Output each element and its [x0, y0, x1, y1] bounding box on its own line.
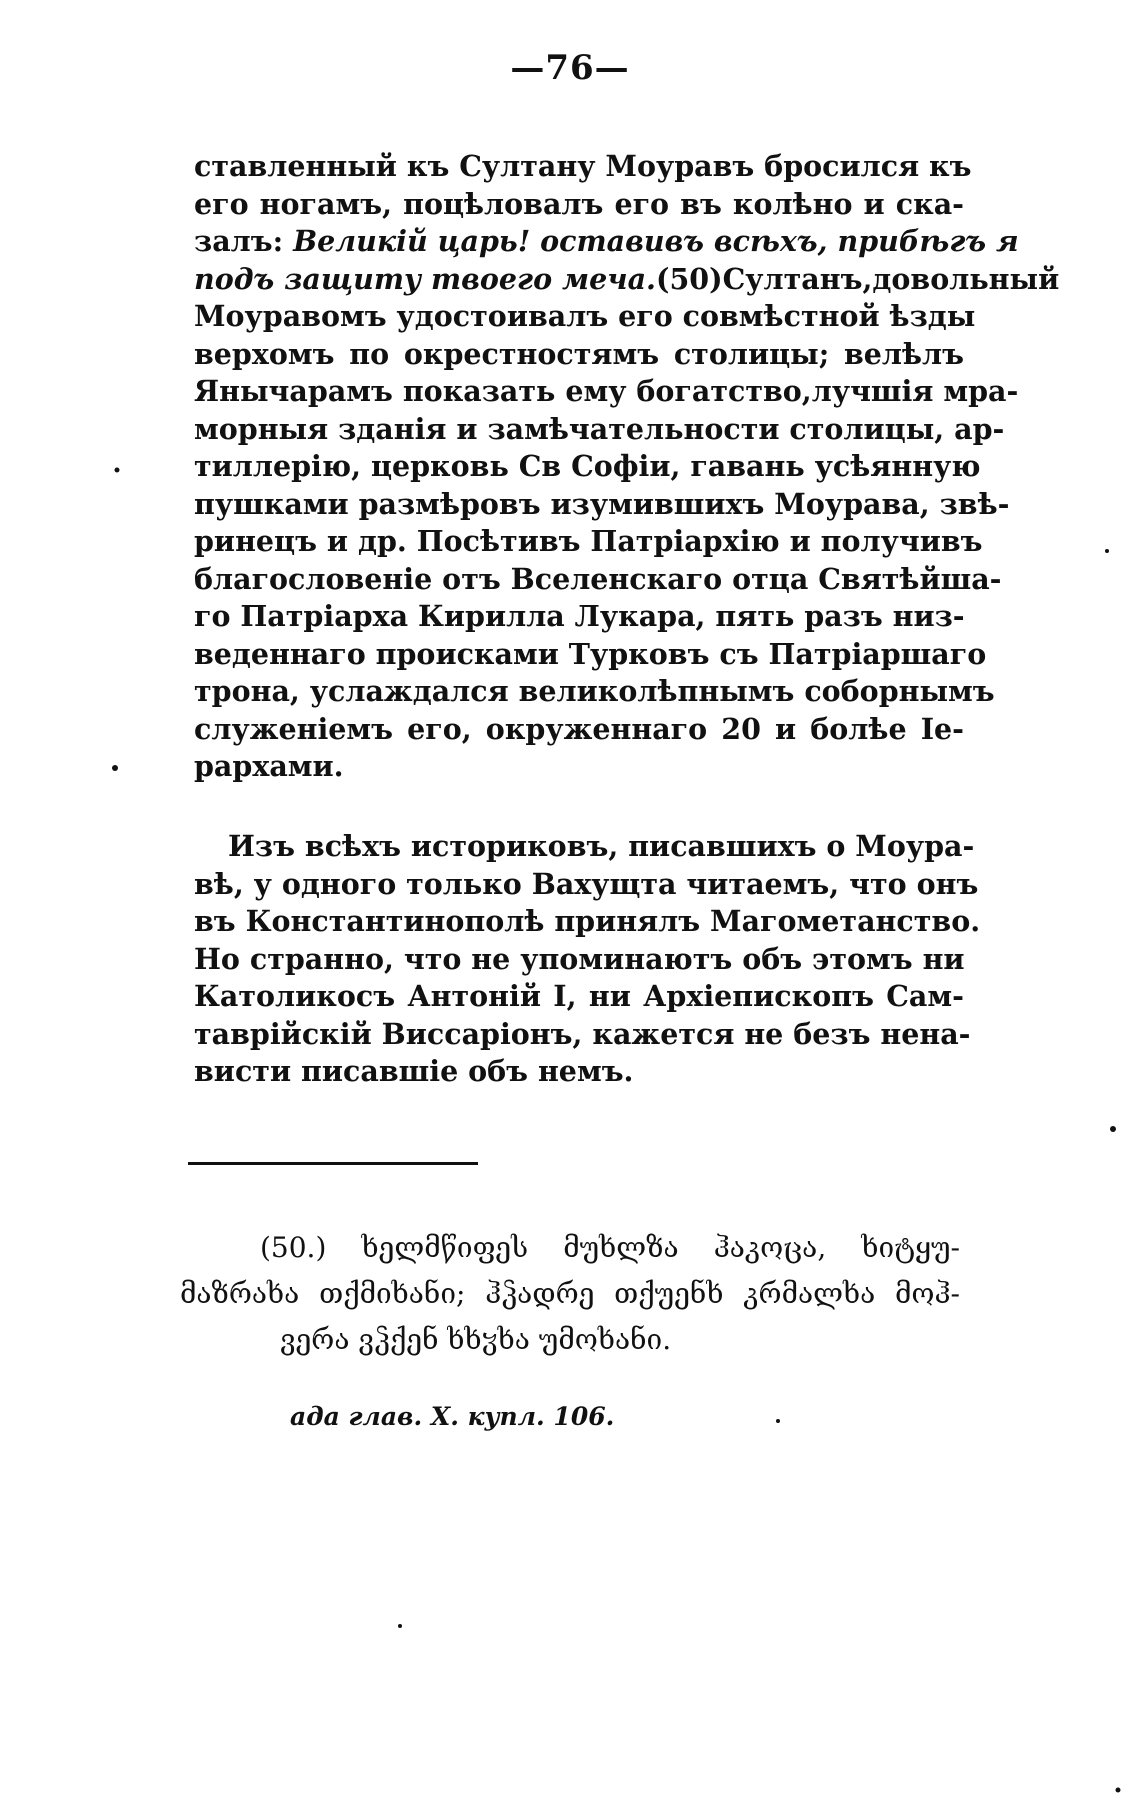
- speck-mark: [1105, 549, 1109, 553]
- text-run: пушками размѣровъ изумившихъ Моурава, звѣ-: [194, 486, 1010, 521]
- text-run: Изъ всѣхъ историковъ, писавшихъ о Моура-: [228, 829, 975, 863]
- text-run: Католикосъ Антоній I, ни Архіепископъ Сам-: [194, 979, 964, 1013]
- speck-mark: [398, 1624, 402, 1628]
- footnote-line: (50.) ხელმწიფეს მუხლზა ჰაკოცა, ხიტყუ-: [260, 1231, 960, 1264]
- speck-mark: [1116, 1788, 1121, 1793]
- text-run: морныя зданія и замѣчательности столицы, ар-: [194, 411, 1005, 446]
- text-run: ставленный къ Султану Моуравъ бросился къ: [194, 149, 972, 183]
- text-run: залъ:: [194, 224, 294, 258]
- text-run: рархами.: [194, 749, 344, 783]
- text-run: го Патріарха Кирилла Лукара, пять разъ низ-: [194, 599, 965, 633]
- text-run: Но странно, что не упоминаютъ объ этомъ ни: [194, 941, 965, 976]
- speck-mark: [112, 765, 118, 771]
- page-number: —76—: [510, 48, 630, 88]
- text-run: его ногамъ, поцѣловалъ его въ колѣно и ска-: [194, 186, 964, 221]
- text-run: ринецъ и др. Посѣтивъ Патріархію и получивъ: [194, 524, 983, 558]
- italic-text: подъ защиту твоего меча.: [194, 261, 656, 296]
- text-run: (50)Султанъ,довольный: [655, 261, 1060, 296]
- text-run: въ Константинополѣ принялъ Магометанство.: [194, 904, 981, 938]
- text-run: таврійскій Виссаріонъ, кажется не безъ нена-: [194, 1016, 971, 1051]
- italic-text: Великій царь! оставивъ всѣхъ, прибѣгъ я: [293, 224, 1019, 258]
- text-run: висти писавшіе объ немъ.: [194, 1054, 634, 1088]
- text-run: благословеніе отъ Вселенскаго отца Святѣйша-: [194, 561, 1002, 596]
- text-run: верхомъ по окрестностямъ столицы; велѣлъ: [194, 336, 964, 371]
- speck-mark: [115, 468, 120, 473]
- footnote-line: ვერა ვჴქენ ხხჳხა უმოხანი.: [280, 1323, 672, 1356]
- text-run: вѣ, у одного только Вахущта читаемъ, что онъ: [194, 866, 979, 901]
- text-run: Моуравомъ удостоивалъ его совмѣстной ѣзды: [194, 299, 976, 333]
- text-run: трона, услаждался великолѣпнымъ соборнымъ: [194, 674, 995, 708]
- speck-mark: [1110, 1126, 1116, 1132]
- speck-mark: [776, 1419, 780, 1423]
- text-run: тиллерію, церковь Св Софіи, гавань усѣянную: [194, 449, 981, 483]
- footnote-source: ада глав. X. купл. 106.: [290, 1402, 615, 1431]
- text-run: Янычарамъ показать ему богатство,лучшія мра-: [194, 374, 1019, 408]
- text-run: служеніемъ его, окруженнаго 20 и болѣе Іе-: [194, 711, 964, 746]
- footnote-line: მაზრახა თქმიხანი; ჰჴადრე თქუენხ კრმალხა მოჰ-: [180, 1277, 960, 1310]
- text-run: веденнаго происками Турковъ съ Патріаршаго: [194, 636, 987, 671]
